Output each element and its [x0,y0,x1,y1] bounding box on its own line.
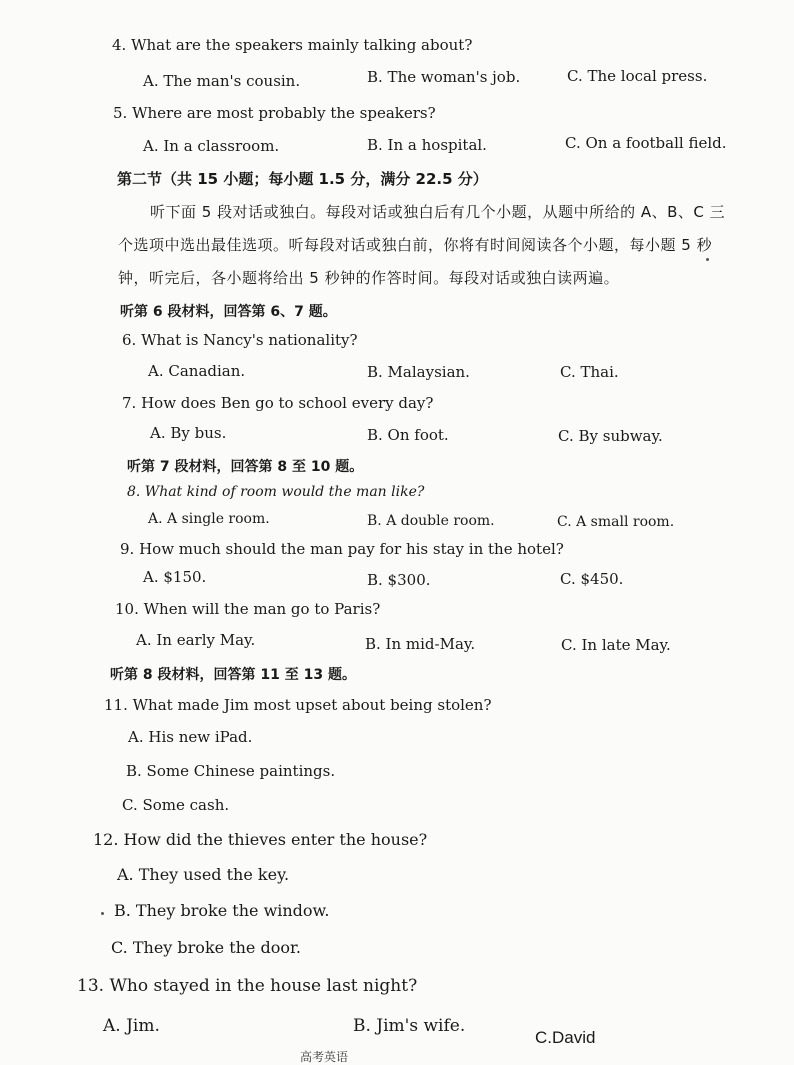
q7-option-a: A. By bus. [150,424,227,442]
instructions-line-1: 听下面 5 段对话或独白。每段对话或独白后有几个小题，从题中所给的 A、B、C 三 [150,203,726,221]
passage-8-instruction: 听第 8 段材料，回答第 11 至 13 题。 [110,667,356,683]
q8-option-b: B. A double room. [367,513,495,529]
q11-option-c: C. Some cash. [122,796,230,814]
q7-option-b: B. On foot. [367,426,449,444]
q9-option-b: B. $300. [367,571,431,589]
question-13: 13. Who stayed in the house last night? [77,976,418,996]
scan-dot [101,912,104,915]
q4-option-c: C. The local press. [567,67,708,85]
q5-option-c: C. On a football field. [565,134,727,152]
question-4: 4. What are the speakers mainly talking about? [112,36,473,54]
q6-option-b: B. Malaysian. [367,363,470,381]
q9-option-c: C. $450. [560,570,624,588]
q10-option-b: B. In mid-May. [365,635,476,653]
q7-option-c: C. By subway. [558,427,663,445]
passage-6-instruction: 听第 6 段材料，回答第 6、7 题。 [120,304,337,320]
q10-option-a: A. In early May. [136,631,256,649]
q11-option-a: A. His new iPad. [128,728,253,746]
q12-option-c: C. They broke the door. [111,938,301,957]
question-10: 10. When will the man go to Paris? [115,600,381,618]
section-2-header: 第二节（共 15 小题；每小题 1.5 分，满分 22.5 分） [117,170,488,188]
question-11: 11. What made Jim most upset about being stolen? [104,696,492,714]
q4-option-a: A. The man's cousin. [143,72,301,90]
q10-option-c: C. In late May. [561,636,671,654]
q12-option-a: A. They used the key. [117,865,290,884]
question-9: 9. How much should the man pay for his stay in the hotel? [120,540,564,558]
q5-option-a: A. In a classroom. [143,137,280,155]
question-7: 7. How does Ben go to school every day? [122,394,434,412]
scan-dot [706,258,709,261]
q13-option-a: A. Jim. [103,1016,160,1036]
q13-option-b: B. Jim's wife. [353,1016,466,1036]
q12-option-b: B. They broke the window. [114,901,330,920]
instructions-line-2: 个选项中选出最佳选项。听每段对话或独白前，你将有时间阅读各个小题，每小题 5 秒 [118,236,713,254]
instructions-line-3: 钟，听完后，各小题将给出 5 秒钟的作答时间。每段对话或独白读两遍。 [118,269,620,287]
question-5: 5. Where are most probably the speakers? [113,104,436,122]
question-6: 6. What is Nancy's nationality? [122,331,358,349]
q4-option-b: B. The woman's job. [367,68,521,86]
q13-option-c: C.David [535,1028,596,1047]
question-8: 8. What kind of room would the man like? [127,484,425,500]
question-12: 12. How did the thieves enter the house? [93,830,428,849]
q11-option-b: B. Some Chinese paintings. [126,762,336,780]
q9-option-a: A. $150. [143,568,207,586]
q6-option-a: A. Canadian. [148,362,246,380]
page-footer: 高考英语 [300,1050,349,1064]
q8-option-a: A. A single room. [148,511,270,527]
q6-option-c: C. Thai. [560,363,619,381]
q8-option-c: C. A small room. [557,514,675,530]
passage-7-instruction: 听第 7 段材料，回答第 8 至 10 题。 [127,459,364,475]
q5-option-b: B. In a hospital. [367,136,487,154]
